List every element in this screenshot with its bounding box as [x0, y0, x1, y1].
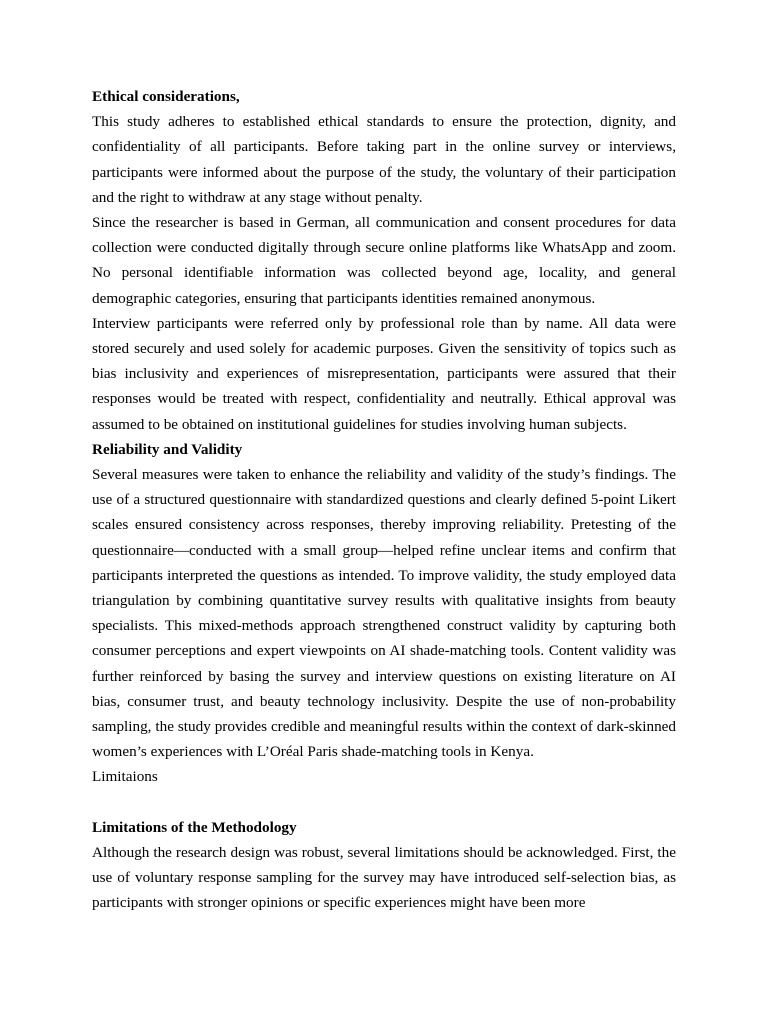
ethics-paragraph-2: Since the researcher is based in German, all communication and consent procedures for data collection were conducted digitally through secure online platforms like WhatsApp and zoom. No personal identifiable information was collected beyond age, locality, and general demographic categories, ensuring that participants identities remained anonymous. [92, 214, 676, 307]
ethics-heading: Ethical considerations, [92, 88, 240, 105]
document-body [92, 84, 676, 916]
blank-line [92, 790, 676, 815]
limitations-stray-label: Limitaions [92, 768, 158, 786]
ethics-paragraph-3: Interview participants were referred only by professional role than by name. All data were stored securely and used solely for academic purposes. Given the sensitivity of topics such as bias inclusivity and experiences of misrepresentation, participants were assured that their responses would be treated with respect, confidentiality and neutrally. Ethical approval was assumed to be obtained on institutional guidelines for studies involving human subjects. [92, 314, 676, 433]
reliability-paragraph: Several measures were taken to enhance the reliability and validity of the study’s findings. The use of a structured questionnaire with standardized questions and clearly defined 5-point Likert scales ensured consistency across responses, thereby improving reliability. Pretesting of the questionnaire—conducted with a small group—helped refine unclear items and confirm that participants interpreted the questions as intended. To improve validity, the study employed data triangulation by combining quantitative survey results with qualitative insights from beauty specialists. This mixed-methods approach strengthened construct validity by capturing both consumer perceptions and expert viewpoints on AI shade-matching tools. Content validity was further reinforced by basing the survey and interview questions on existing literature on AI bias, consumer trust, and beauty technology inclusivity. Despite the use of non-probability sampling, the study provides credible and meaningful results within the context of dark-skinned women’s experiences with L’Oréal Paris shade-matching tools in Kenya. [92, 466, 676, 761]
reliability-heading: Reliability and Validity [92, 440, 243, 458]
limitations-paragraph: Although the research design was robust, several limitations should be acknowledged. First, the use of voluntary response sampling for the survey may have introduced self-selection bias, as participants with stronger opinions or specific experiences might have been more [92, 844, 676, 912]
ethics-paragraph-1: This study adheres to established ethical standards to ensure the protection, dignity, and confidentiality of all participants. Before taking part in the online survey or interviews, participants were informed about the purpose of the study, the voluntary of their participation and the right to withdraw at any stage without penalty. [92, 113, 676, 206]
limitations-heading: Limitations of the Methodology [92, 818, 297, 836]
